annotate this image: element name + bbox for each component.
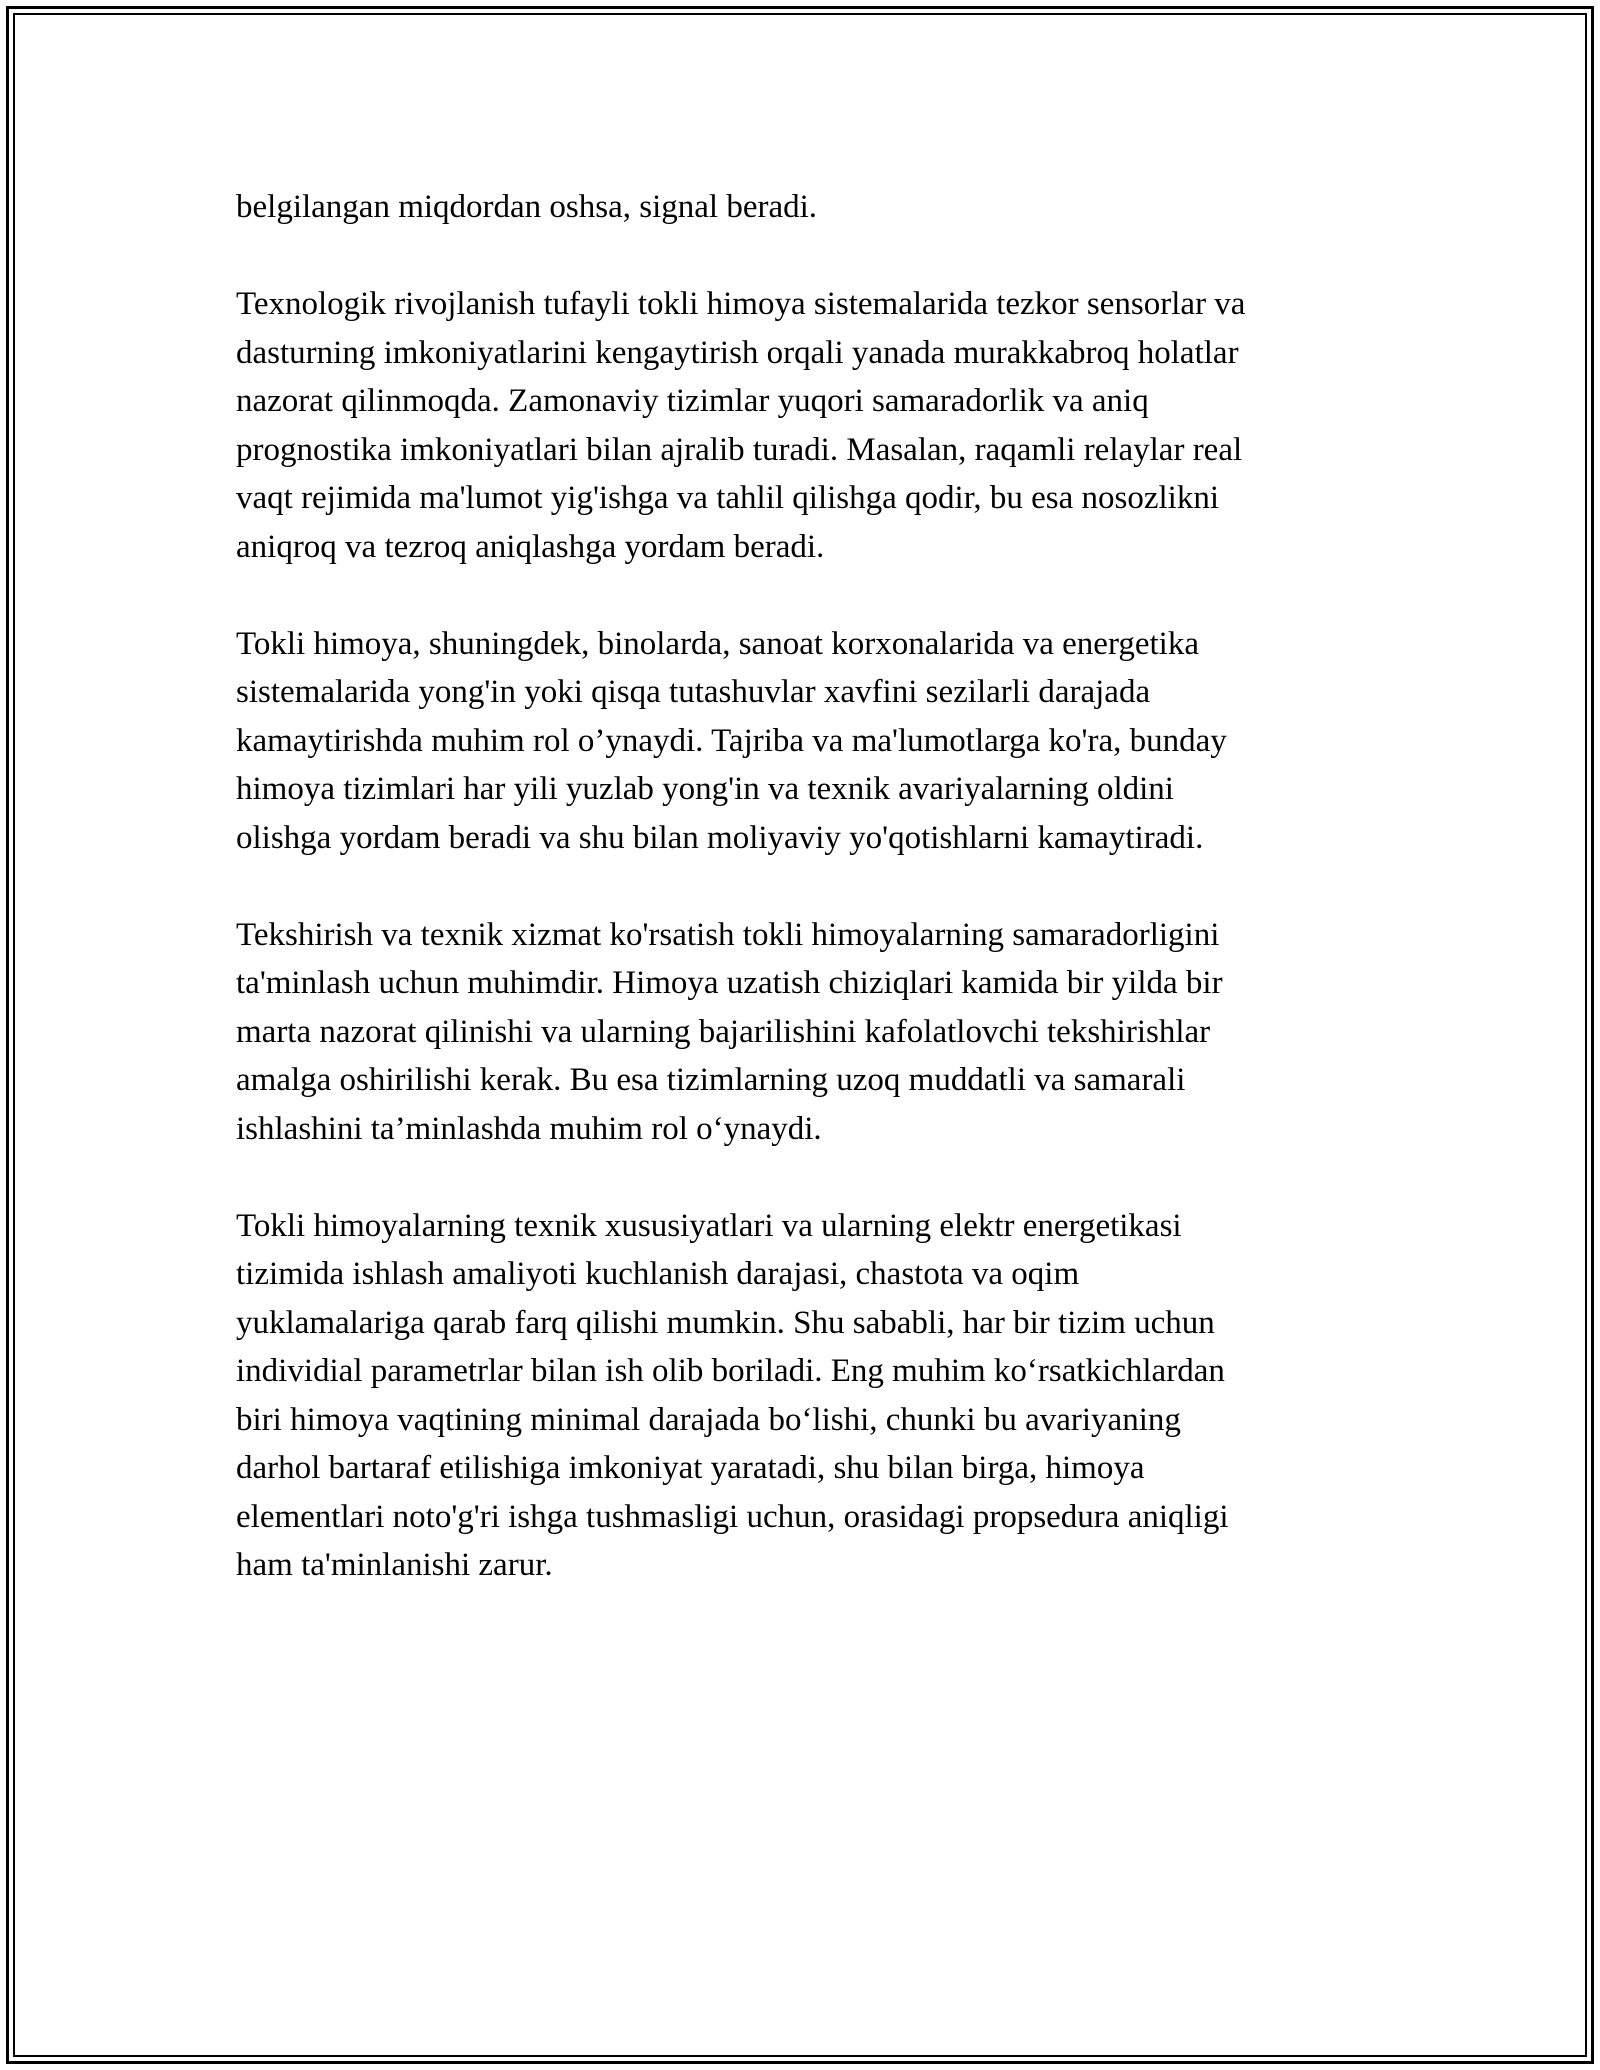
text-line: aniqroq va tezroq aniqlashga yordam beradi. — [236, 528, 825, 565]
text-line: ham ta'minlanishi zarur. — [236, 1547, 553, 1583]
paragraph-3 — [236, 620, 1396, 863]
text-line: Tokli himoya, shuningdek, binolarda, sanoat korxonalarida va energetika — [236, 625, 1199, 662]
paragraph-2 — [236, 280, 1396, 571]
text-line: himoya tizimlari har yili yuzlab yong'in va texnik avariyalarning oldini — [236, 771, 1174, 807]
text-line: belgilangan miqdordan oshsa, signal beradi. — [236, 189, 818, 225]
text-line: darhol bartaraf etilishiga imkoniyat yaratadi, shu bilan birga, himoya — [236, 1450, 1145, 1486]
text-line: amalga oshirilishi kerak. Bu esa tizimlarning uzoq muddatli va samarali — [236, 1062, 1186, 1098]
text-line: ishlashini ta’minlashda muhim rol o‘ynaydi. — [236, 1110, 822, 1147]
paragraph-4 — [236, 911, 1396, 1154]
paragraph-5 — [236, 1202, 1396, 1590]
text-line: vaqt rejimida ma'lumot yig'ishga va tahlil qilishga qodir, bu esa nosozlikni — [236, 480, 1219, 516]
text-line: Tekshirish va texnik xizmat ko'rsatish tokli himoyalarning samaradorligini — [236, 916, 1220, 953]
text-line: Tokli himoyalarning texnik xususiyatlari va ularning elektr energetikasi — [236, 1207, 1182, 1244]
text-line: dasturning imkoniyatlarini kengaytirish orqali yanada murakkabroq holatlar — [236, 334, 1239, 371]
document-body — [236, 183, 1396, 1590]
text-line: Texnologik rivojlanish tufayli tokli himoya sistemalarida tezkor sensorlar va — [236, 286, 1246, 322]
text-line: prognostika imkoniyatlari bilan ajralib turadi. Masalan, raqamli relaylar real — [236, 431, 1243, 468]
text-line: kamaytirishda muhim rol o’ynaydi. Tajriba va ma'lumotlarga ko'ra, bunday — [236, 722, 1227, 759]
text-line: sistemalarida yong'in yoki qisqa tutashuvlar xavfini sezilarli darajada — [236, 674, 1151, 710]
text-line: olishga yordam beradi va shu bilan moliyaviy yo'qotishlarni kamaytiradi. — [236, 819, 1204, 856]
text-line: individial parametrlar bilan ish olib boriladi. Eng muhim ko‘rsatkichlardan — [236, 1353, 1225, 1389]
text-line: marta nazorat qilinishi va ularning bajarilishini kafolatlovchi tekshirishlar — [236, 1013, 1211, 1050]
text-line: nazorat qilinmoqda. Zamonaviy tizimlar yuqori samaradorlik va aniq — [236, 383, 1149, 419]
text-line: yuklamalariga qarab farq qilishi mumkin. Shu sababli, har bir tizim uchun — [236, 1304, 1215, 1341]
text-line: ta'minlash uchun muhimdir. Himoya uzatish chiziqlari kamida bir yilda bir — [236, 965, 1223, 1001]
text-line: elementlari noto'g'ri ishga tushmasligi uchun, orasidagi propsedura aniqligi — [236, 1498, 1229, 1535]
paragraph-1 — [236, 183, 1396, 232]
text-line: tizimida ishlash amaliyoti kuchlanish darajasi, chastota va oqim — [236, 1256, 1080, 1292]
text-line: biri himoya vaqtining minimal darajada bo‘lishi, chunki bu avariyaning — [236, 1401, 1181, 1438]
